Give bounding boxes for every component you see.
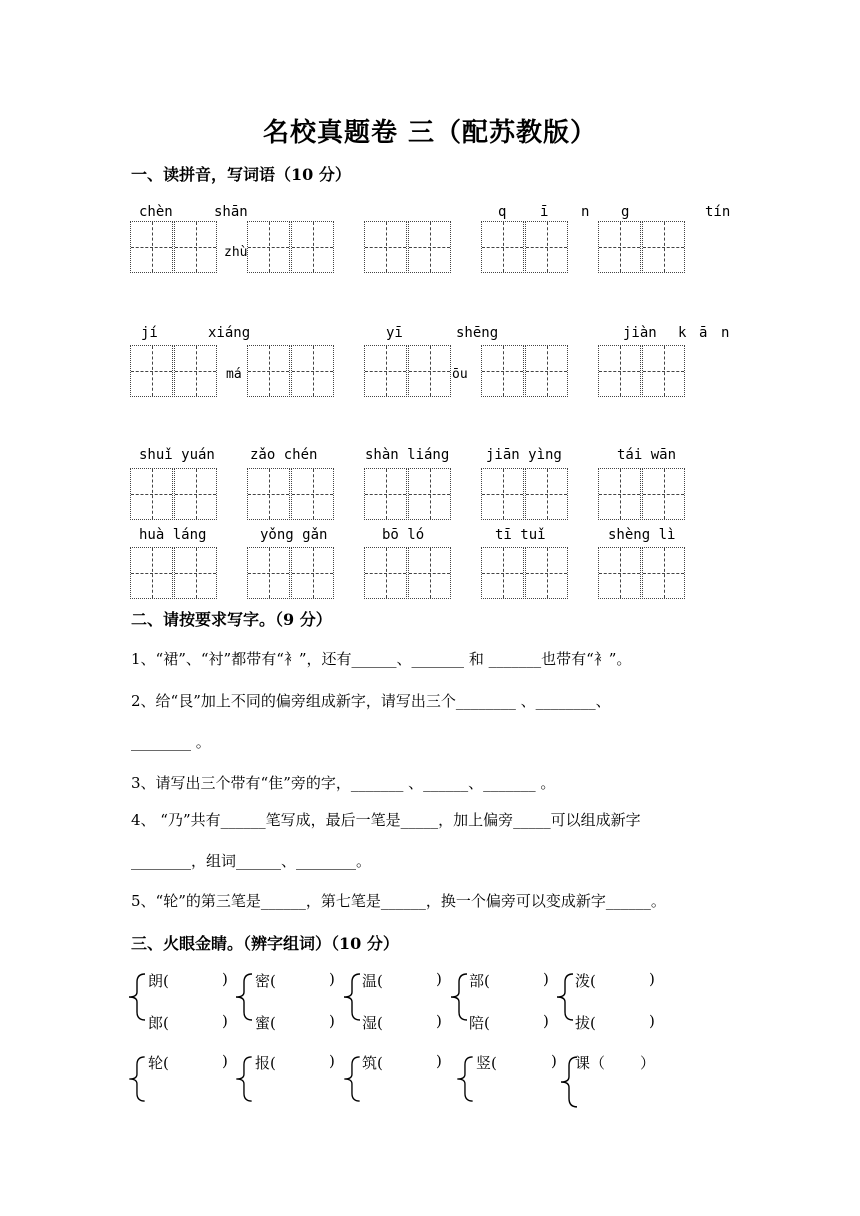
writing-box[interactable]: [130, 547, 173, 599]
brace-icon: [340, 972, 362, 1022]
writing-box[interactable]: [364, 468, 407, 520]
page-title: 名校真题卷 三（配苏教版）: [262, 118, 598, 148]
pinyin: yǒng gǎn: [260, 527, 328, 543]
writing-box[interactable]: [481, 468, 524, 520]
pair-word: 竖(: [476, 1054, 497, 1072]
pinyin: jiān yìng: [486, 447, 562, 463]
pair-blank-close: ): [436, 970, 442, 988]
pair-word: 课（: [575, 1054, 606, 1072]
pair-blank-close: ): [543, 1012, 549, 1030]
writing-box[interactable]: [525, 468, 568, 520]
stray-pinyin-fragment: zhù: [224, 245, 248, 260]
question-5: 5、“轮”的第三笔是______，第七笔是______，换一个偏旁可以变成新字______。: [131, 892, 666, 910]
writing-box[interactable]: [408, 547, 451, 599]
writing-box[interactable]: [291, 221, 334, 273]
writing-box[interactable]: [481, 345, 524, 397]
writing-box[interactable]: [174, 547, 217, 599]
writing-box[interactable]: [364, 221, 407, 273]
writing-box[interactable]: [291, 547, 334, 599]
writing-box[interactable]: [364, 345, 407, 397]
writing-box[interactable]: [481, 221, 524, 273]
pair-blank-close: ): [436, 1012, 442, 1030]
brace-icon: [232, 972, 254, 1022]
brace-icon: [125, 972, 147, 1022]
pair-blank-close: ）: [640, 1054, 656, 1072]
pinyin: g: [621, 204, 630, 220]
writing-box[interactable]: [642, 468, 685, 520]
writing-box[interactable]: [364, 547, 407, 599]
pair-word: 湿(: [362, 1014, 383, 1032]
pinyin: shēng: [456, 325, 499, 341]
question-4-continued: ________，组词______、________。: [131, 852, 372, 870]
pair-word: 密(: [255, 972, 276, 990]
pinyin: shuǐ yuán: [139, 447, 215, 463]
pair-word: 拔(: [575, 1014, 596, 1032]
question-2: 2、给“艮”加上不同的偏旁组成新字，请写出三个________ 、________、: [131, 692, 611, 710]
writing-box[interactable]: [525, 547, 568, 599]
pinyin: tī tuǐ: [495, 527, 546, 543]
writing-box[interactable]: [642, 221, 685, 273]
pinyin: xiáng: [208, 325, 251, 341]
pinyin: huà láng: [139, 527, 207, 543]
pinyin: jiàn: [623, 325, 657, 341]
pair-word: 郎(: [148, 1014, 169, 1032]
writing-box[interactable]: [642, 547, 685, 599]
writing-box[interactable]: [408, 468, 451, 520]
pair-blank-close: ): [329, 1012, 335, 1030]
writing-box[interactable]: [247, 345, 290, 397]
writing-box[interactable]: [247, 547, 290, 599]
pinyin: tín: [705, 204, 731, 220]
pair-word: 温(: [362, 972, 383, 990]
brace-icon: [447, 972, 469, 1022]
pinyin: zǎo chén: [250, 447, 318, 463]
pair-word: 部(: [469, 972, 490, 990]
writing-box[interactable]: [291, 468, 334, 520]
pinyin: shèng lì: [608, 527, 676, 543]
writing-box[interactable]: [130, 468, 173, 520]
brace-icon: [125, 1055, 147, 1103]
pair-blank-close: ): [222, 1052, 228, 1070]
writing-box[interactable]: [247, 468, 290, 520]
pair-word: 朗(: [148, 972, 169, 990]
pair-blank-close: ): [543, 970, 549, 988]
pinyin: yī: [386, 325, 403, 341]
pair-word: 泼(: [575, 972, 596, 990]
writing-box[interactable]: [598, 345, 641, 397]
pair-blank-close: ): [329, 970, 335, 988]
pair-word: 蜜(: [255, 1014, 276, 1032]
writing-box[interactable]: [408, 221, 451, 273]
writing-box[interactable]: [247, 221, 290, 273]
pinyin: n: [721, 325, 730, 341]
writing-box[interactable]: [525, 345, 568, 397]
pinyin: jí: [141, 325, 158, 341]
writing-box[interactable]: [291, 345, 334, 397]
stray-pinyin-fragment: má: [226, 367, 242, 382]
section-1-title: 一、读拼音，写词语（10 分）: [131, 165, 351, 184]
question-3: 3、请写出三个带有“隹”旁的字，_______ 、______、_______ 。: [131, 774, 556, 792]
pair-word: 陪(: [469, 1014, 490, 1032]
writing-box[interactable]: [642, 345, 685, 397]
pinyin: k: [678, 325, 687, 341]
writing-box[interactable]: [174, 468, 217, 520]
writing-box[interactable]: [130, 345, 173, 397]
section-3-title: 三、火眼金睛。（辨字组词）（10 分）: [131, 934, 399, 953]
writing-box[interactable]: [598, 547, 641, 599]
pinyin: n: [581, 204, 590, 220]
stray-pinyin-fragment: ōu: [452, 367, 468, 382]
pair-blank-close: ): [222, 970, 228, 988]
pinyin: tái wān: [617, 447, 677, 463]
brace-icon: [232, 1055, 254, 1103]
pinyin: bō ló: [382, 527, 425, 543]
pinyin: shàn liáng: [365, 447, 450, 463]
question-4: 4、 “乃”共有______笔写成，最后一笔是_____，加上偏旁_____可以组成新字: [131, 811, 641, 829]
writing-box[interactable]: [408, 345, 451, 397]
pair-blank-close: ): [649, 970, 655, 988]
pair-blank-close: ): [551, 1052, 557, 1070]
writing-box[interactable]: [481, 547, 524, 599]
pinyin: chèn: [139, 204, 173, 220]
pair-blank-close: ): [329, 1052, 335, 1070]
writing-box[interactable]: [525, 221, 568, 273]
section-2-title: 二、请按要求写字。（9 分）: [131, 610, 332, 629]
writing-box[interactable]: [174, 221, 217, 273]
pair-word: 轮(: [148, 1054, 169, 1072]
pinyin: q: [498, 204, 507, 220]
brace-icon: [340, 1055, 362, 1103]
pair-word: 报(: [255, 1054, 276, 1072]
pair-word: 筑(: [362, 1054, 383, 1072]
pinyin: shān: [214, 204, 248, 220]
question-2-continued: ________ 。: [131, 733, 211, 751]
writing-box[interactable]: [598, 221, 641, 273]
pinyin: ā: [699, 325, 708, 341]
brace-icon: [553, 972, 575, 1022]
writing-box[interactable]: [174, 345, 217, 397]
pinyin: ī: [540, 204, 549, 220]
writing-box[interactable]: [130, 221, 173, 273]
pair-blank-close: ): [649, 1012, 655, 1030]
writing-box[interactable]: [598, 468, 641, 520]
question-1: 1、“裙”、“衬”都带有“衤”，还有______、_______ 和 _______也带有“衤”。: [131, 650, 632, 668]
pair-blank-close: ): [222, 1012, 228, 1030]
pair-blank-close: ): [436, 1052, 442, 1070]
brace-icon: [453, 1055, 475, 1103]
